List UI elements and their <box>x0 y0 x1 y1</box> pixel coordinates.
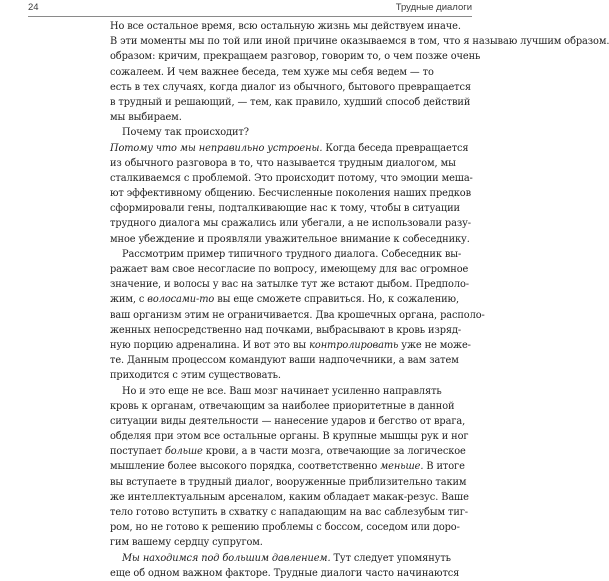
text-line <box>110 95 471 110</box>
text-line <box>110 201 460 216</box>
text-segment: ражает вам свое несогласие по вопросу, имеющему для вас огромное <box>110 264 469 275</box>
text-segment: образом: кричим, прекращаем разговор, говорим то, о чем позже очень <box>110 51 481 63</box>
text-segment: ром, но не готово к решению проблемы с боссом, соседом или доро- <box>110 522 460 534</box>
text-segment: еще об одном важном факторе. Трудные диалоги часто начинаются <box>110 567 460 579</box>
text-segment: ют эффективному общению. Бесчисленные поколения наших предков <box>110 188 472 200</box>
text-line <box>110 520 460 535</box>
text-line <box>110 80 471 95</box>
text-line <box>110 171 473 186</box>
text-segment: тело готово вступить в схватку с нападающим на вас саблезубым тиг- <box>110 507 468 518</box>
text-line <box>110 49 481 64</box>
text-segment: Рассмотрим пример типичного трудного диалога. Собеседник вы- <box>122 248 462 260</box>
text-segment: жим, с <box>110 294 148 306</box>
text-segment: значение, и волосы у вас на затылке тут же встают дыбом. Предполо- <box>110 279 469 291</box>
text-segment: ваш организм этим не ограничивается. Два крошечных органа, располо- <box>110 309 485 321</box>
text-segment: же интеллектуальным арсеналом, каким обладает макак-резус. Ваше <box>110 491 469 503</box>
text-segment: гим вашему сердцу супругом. <box>110 537 263 549</box>
italic-text: Потому что мы неправильно устроены. <box>110 142 323 154</box>
text-line <box>110 232 470 247</box>
text-line <box>110 535 390 550</box>
text-line <box>110 566 460 581</box>
text-line <box>110 429 469 444</box>
text-segment: Когда беседа превращается <box>322 142 469 154</box>
text-segment: те. Данным процессом командуют ваши надпочечники, а вам затем <box>110 355 459 367</box>
italic-text: больше <box>164 446 203 458</box>
text-segment: мышление более высокого порядка, соответственно <box>110 461 381 473</box>
text-segment: крови, а в части мозга, отвечающие за логическое <box>202 446 466 458</box>
italic-text: контролировать <box>309 339 399 351</box>
text-line <box>110 34 609 49</box>
text-segment: Но и это еще не все. Ваш мозг начинает усиленно направлять <box>122 385 442 397</box>
text-segment: мное убеждение и проявляли уважительное внимание к собеседнику. <box>110 233 470 245</box>
text-segment: В эти моменты мы по той или иной причине оказываемся в том, что я называю лучшим образом. <box>110 36 609 48</box>
text-line <box>110 292 460 307</box>
text-segment: женных непосредственно над почками, выбрасывают в кровь изряд- <box>110 324 462 336</box>
text-segment: В итоге <box>423 461 465 473</box>
text-line <box>110 110 390 125</box>
italic-text: Мы находимся под большим давлением. <box>122 552 331 564</box>
text-line <box>110 308 485 323</box>
text-line <box>110 490 469 505</box>
text-line <box>110 414 466 429</box>
text-line <box>110 353 459 368</box>
text-line <box>110 186 472 201</box>
text-line <box>110 399 455 414</box>
text-segment: уже не може- <box>398 339 471 351</box>
text-line <box>110 459 465 474</box>
text-segment: Тут следует упомянуть <box>330 552 451 564</box>
text-line <box>110 262 469 277</box>
text-line <box>110 125 390 140</box>
text-segment: поступает <box>110 446 165 458</box>
text-line <box>110 338 471 353</box>
text-line <box>110 323 462 338</box>
text-segment: мы выбираем. <box>110 112 182 124</box>
text-segment: сформировали гены, подталкивающие нас к тому, чтобы в ситуации <box>110 203 460 215</box>
running-header <box>28 2 472 17</box>
text-segment: Но все остальное время, всю остальную жизнь мы действуем иначе. <box>110 21 461 32</box>
text-segment: есть в тех случаях, когда диалог из обычного, бытового превращается <box>110 81 471 93</box>
text-segment: сожалеем. И чем важнее беседа, тем хуже мы себя ведем — то <box>110 66 434 78</box>
body-text <box>110 19 609 581</box>
text-segment: ситуации виды деятельности — нанесение ударов и бегство от врага, <box>110 415 466 427</box>
text-segment: вы вступаете в трудный диалог, вооруженные приблизительно таким <box>110 476 467 488</box>
text-segment: сталкиваемся с проблемой. Это происходит потому, что эмоции меша- <box>110 172 473 184</box>
text-line <box>110 247 462 262</box>
text-line <box>110 368 390 383</box>
italic-text: меньше. <box>380 461 424 473</box>
text-segment: приходится с этим существовать. <box>110 370 281 382</box>
text-segment: трудного диалога мы сражались или убегали, а не использовали разу- <box>110 218 471 230</box>
text-line <box>110 384 442 399</box>
text-line <box>110 65 434 80</box>
text-segment: в трудный и решающий, — тем, как правило, худший способ действий <box>110 96 471 108</box>
text-line <box>110 505 468 520</box>
text-segment: из обычного разговора в то, что называется трудным диалогом, мы <box>110 157 456 169</box>
text-line <box>110 551 451 566</box>
text-segment: обделяя при этом все остальные органы. В крупные мышцы рук и ног <box>110 431 469 443</box>
running-title: Трудные диалоги <box>395 2 472 13</box>
text-line <box>110 277 469 292</box>
text-line <box>110 156 456 171</box>
text-line <box>110 216 471 231</box>
text-line <box>110 444 466 459</box>
text-line <box>110 141 469 156</box>
text-line <box>110 19 461 34</box>
italic-text: волосами-то <box>147 294 215 306</box>
text-line <box>110 475 467 490</box>
text-segment: ную порцию адреналина. И вот это вы <box>110 339 310 351</box>
text-segment: Почему так происходит? <box>122 127 249 139</box>
page-number: 24 <box>28 2 39 13</box>
text-segment: вы еще сможете справиться. Но, к сожалению, <box>214 294 460 306</box>
text-segment: кровь к органам, отвечающим за наиболее приоритетные в данной <box>110 400 455 412</box>
